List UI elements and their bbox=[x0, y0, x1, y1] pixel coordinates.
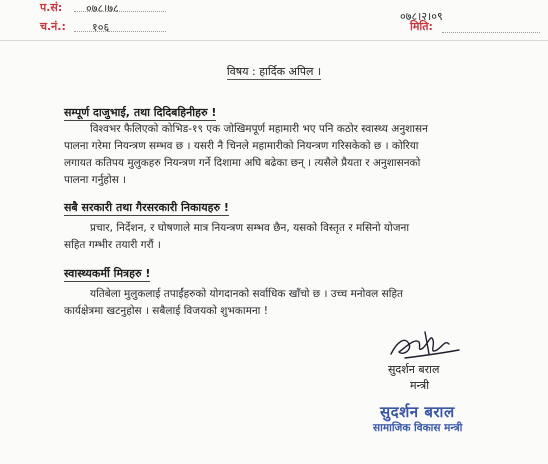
paragraph-line: विश्वभर फैलिएको कोभिड-१९ एक जोखिमपूर्ण महामारी भए पनि कठोर स्वास्थ्य अनुशासन bbox=[90, 123, 428, 135]
paragraph-line: पालना गर्नुहोस । bbox=[64, 174, 127, 186]
date-value: ०७८।२।०९ bbox=[400, 10, 443, 23]
chalani-underline bbox=[74, 31, 166, 32]
signatory-name: सुदर्शन बराल bbox=[388, 363, 440, 376]
patra-underline bbox=[74, 11, 166, 12]
paragraph-line: प्रचार, निर्देशन, र घोषणाले मात्र नियन्त्रण सम्भव छैन, यसको विस्तृत र मसिनो योजना bbox=[90, 222, 410, 234]
chalani-value: १०६ bbox=[92, 21, 110, 34]
paragraph-line: कार्यक्षेत्रमा खटनुहोस । सबैलाई विजयको शुभकामना ! bbox=[64, 305, 268, 317]
paragraph-line: पालना गरेमा नियन्त्रण सम्भव छ । यसरी नै चिनले महामारीको नियन्त्रण गरिसकेको छ । कोरिया bbox=[64, 140, 419, 152]
subject-line bbox=[0, 64, 548, 79]
patra-sankhya-value: ०७८।७८ bbox=[86, 2, 119, 15]
signatory-title: मन्त्री bbox=[410, 379, 430, 392]
patra-sankhya-label: प.सं: bbox=[40, 1, 63, 14]
stamp-name: सुदर्शन बराल bbox=[380, 403, 455, 421]
paragraph-line: लगायत कतिपय मुलुकहरु नियन्त्रण गर्ने दिशामा अघि बढेका छन् । त्यसैले प्रैयता र अनुशासनको bbox=[64, 157, 421, 169]
paragraph-health-workers bbox=[64, 286, 484, 320]
miti-underline bbox=[442, 32, 540, 33]
salutation-public: सम्पूर्ण दाजुभाई, तथा दिदिबहिनीहरु ! bbox=[64, 106, 217, 119]
stamp-title: सामाजिक विकास मन्त्री bbox=[373, 422, 463, 434]
letterhead-rule bbox=[0, 40, 548, 41]
miti-label: मिति: bbox=[410, 20, 433, 33]
paragraph-public bbox=[64, 121, 484, 189]
handwritten-signature bbox=[385, 328, 465, 364]
paragraph-agencies bbox=[64, 220, 484, 254]
subject-text: विषय : हार्दिक अपिल । bbox=[226, 65, 322, 78]
paragraph-line: सहित गम्भीर तयारी गरौं । bbox=[64, 239, 161, 251]
salutation-health-workers: स्वास्थ्यकर्मी मित्रहरु ! bbox=[64, 267, 151, 280]
salutation-agencies: सबै सरकारी तथा गैरसरकारी निकायहरु ! bbox=[64, 201, 229, 214]
paragraph-line: यतिबेला मुलुकलाई तपाईंहरुको योगदानको सर्वाधिक खाँचो छ । उच्च मनोवल सहित bbox=[90, 288, 404, 300]
chalani-label: च.नं.: bbox=[40, 20, 66, 33]
